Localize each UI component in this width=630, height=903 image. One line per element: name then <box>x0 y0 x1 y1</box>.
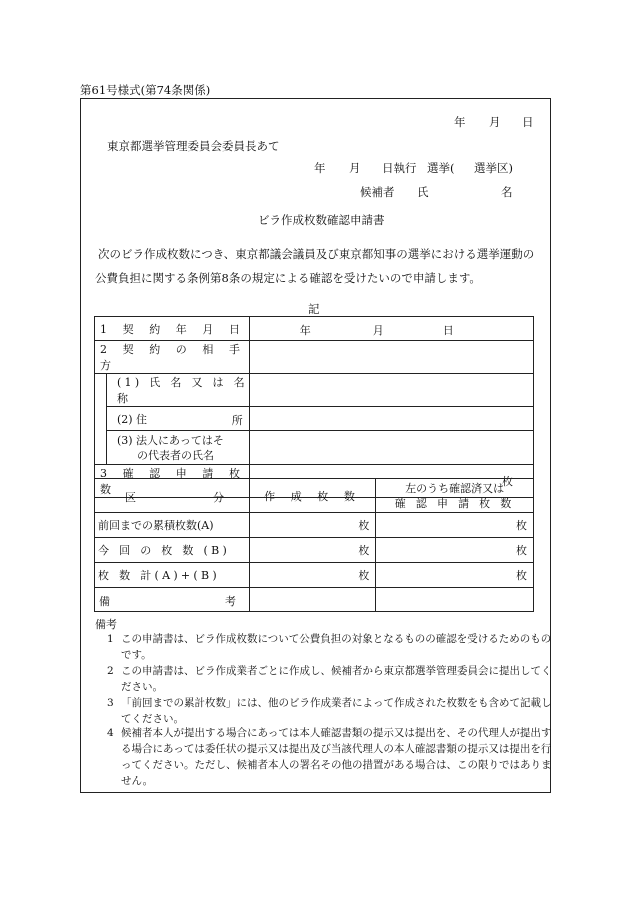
candidate-name-label-2: 名 <box>501 185 513 199</box>
previous-created: 枚 <box>249 513 376 538</box>
note-1: 1 この申請書は、ビラ作成枚数について公費負担の対象となるものの確認を受けるためのものです。 <box>107 633 552 661</box>
note-2: 2 この申請書は、ビラ作成業者ごとに作成し、候補者から東京都選挙管理委員会に提出してください。 <box>107 665 552 693</box>
representative-label: (3) 法人にあってはそ の代表者の氏名 <box>106 431 249 465</box>
form-number-label: 第61号様式(第74条関係) <box>80 83 211 97</box>
representative-row <box>95 431 534 465</box>
count-row-previous <box>95 513 534 538</box>
current-created: 枚 <box>249 538 376 563</box>
body-text-line1: 次のビラ作成枚数につき、東京都議会議員及び東京都知事の選挙における選挙運動の <box>98 247 535 261</box>
remarks-confirmed <box>376 588 534 612</box>
candidate-name-label: 氏 <box>417 185 429 199</box>
counterparty-value <box>249 341 533 374</box>
total-created: 枚 <box>249 563 376 588</box>
count-row-total <box>95 563 534 588</box>
name-label: (1) 氏 名 又 は 名 称 <box>106 374 249 407</box>
address-value <box>249 407 533 431</box>
date-year: 年 <box>454 115 466 129</box>
representative-value <box>249 431 533 465</box>
addressee: 東京都選挙管理委員会委員長あて <box>107 139 280 153</box>
candidate-label: 候補者 <box>360 185 395 199</box>
contract-date-row <box>95 317 534 341</box>
previous-confirmed: 枚 <box>376 513 534 538</box>
counterparty-label: 2 契 約 の 相 手 方 <box>95 341 250 374</box>
total-label: 枚 数 計(A)+(B) <box>95 563 250 588</box>
remarks-row <box>95 588 534 612</box>
indent-cell <box>95 374 107 465</box>
remarks-label: 備 考 <box>95 588 250 612</box>
note-3: 3 「前回までの累計枚数」には、他のビラ作成業者によって作成された枚数をも含めて記載してください。 <box>107 697 552 725</box>
election-type: 選挙( <box>427 161 455 175</box>
counterparty-row <box>95 341 534 374</box>
date-day: 日 <box>522 115 534 129</box>
election-district: 選挙区) <box>474 161 513 175</box>
notes-title: 備考 <box>95 618 117 631</box>
name-row <box>95 374 534 407</box>
body-text-line2: 公費負担に関する条例第8条の規定による確認を受けたいので申請します。 <box>95 271 481 285</box>
name-value <box>249 374 533 407</box>
total-confirmed: 枚 <box>376 563 534 588</box>
current-label: 今 回 の 枚 数 (B) <box>95 538 250 563</box>
ki-heading: 記 <box>308 302 320 316</box>
count-header-row <box>95 479 534 513</box>
note-4: 4 候補者本人が提出する場合にあっては本人確認書類の提示又は提出を、その代理人が提出する場合にあっては委任状の提示又は提出及び当該代理人の本人確認書類の提示又は提出を行ってください。ただし、候補者本人の署名その他の措置がある場合は、この限りではありません。 <box>107 727 552 787</box>
contract-date-label: 1 契 約 年 月 日 <box>95 317 250 341</box>
remarks-created <box>249 588 376 612</box>
header-confirmed-count: 左のうち確認済又は 確 認 申 請 枚 数 <box>376 479 534 513</box>
election-day-exec: 日執行 <box>382 161 417 175</box>
count-table <box>94 478 534 612</box>
current-confirmed: 枚 <box>376 538 534 563</box>
address-row <box>95 407 534 431</box>
date-month: 月 <box>489 115 501 129</box>
header-kubun: 区 分 <box>95 479 250 513</box>
contract-date-value: 年 月 日 <box>249 317 533 341</box>
count-row-current <box>95 538 534 563</box>
contract-table <box>94 316 534 498</box>
election-year: 年 <box>314 161 326 175</box>
document-title: ビラ作成枚数確認申請書 <box>258 213 385 227</box>
address-label: (2) 住 所 <box>106 407 249 431</box>
election-month: 月 <box>349 161 361 175</box>
header-created-count: 作 成 枚 数 <box>249 479 376 513</box>
application-count-label: 3 確 認 申 請 枚 数 <box>95 465 250 498</box>
application-count-value: 枚 <box>249 465 533 498</box>
previous-label: 前回までの累積枚数(A) <box>95 513 250 538</box>
